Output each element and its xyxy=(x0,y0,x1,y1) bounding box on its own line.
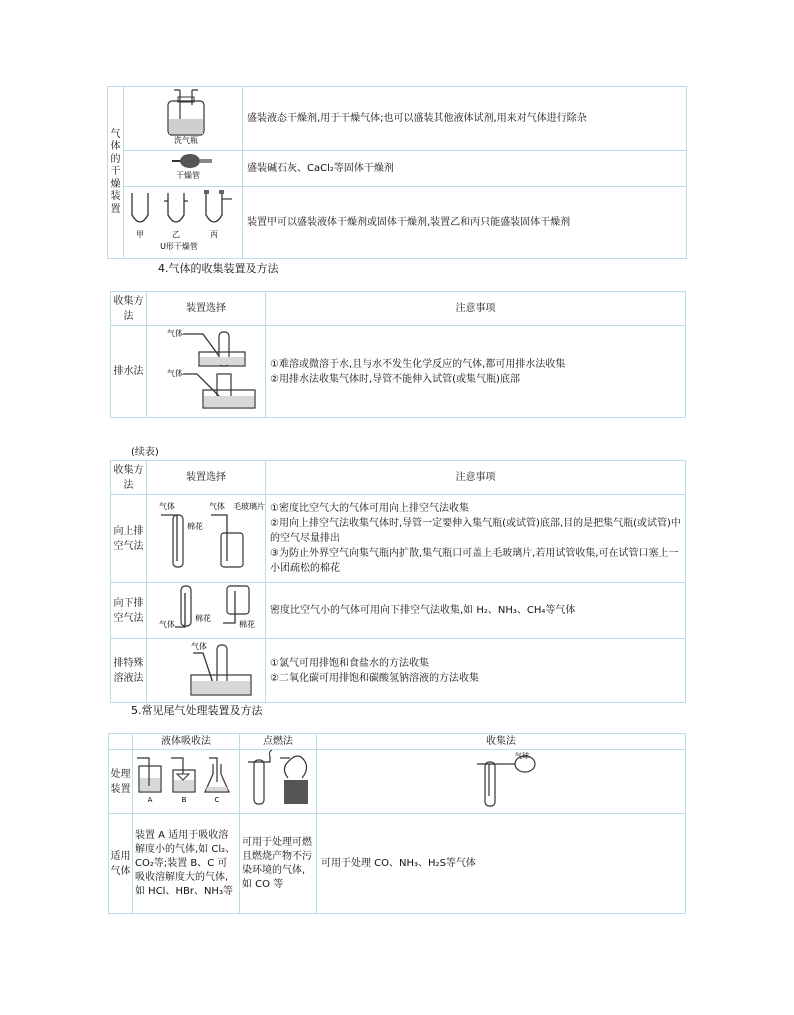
col-header-notes: 注意事项 xyxy=(266,292,686,326)
tail-header-absorb: 液体吸收法 xyxy=(133,734,240,750)
upward-cotton-label: 棉花 xyxy=(187,522,203,531)
tail-gas-table xyxy=(108,733,686,914)
downward-gas-label: 气体 xyxy=(159,620,175,629)
upward-note-1: ①密度比空气大的气体可用向上排空气法收集 xyxy=(270,503,469,514)
collection-table xyxy=(110,291,686,418)
drying-tube-desc: 盛装碱石灰、CaCl₂等固体干燥剂 xyxy=(247,163,394,174)
row-label-applicable: 适用气体 xyxy=(109,814,133,914)
ignite-device-diagram xyxy=(240,750,316,808)
tail-header-ignite: 点燃法 xyxy=(240,734,317,750)
downward-notes-cell xyxy=(266,583,686,639)
continued-table xyxy=(110,460,686,703)
continued-label: (续表) xyxy=(131,447,159,458)
drying-group-label-cell xyxy=(108,87,124,259)
u-tube-caption: U形干燥管 xyxy=(160,242,198,251)
wash-bottle-caption: 洗气瓶 xyxy=(174,136,198,145)
drying-tube-caption: 干燥管 xyxy=(176,171,200,180)
downward-air-diagram xyxy=(147,583,265,633)
collect-applicable: 可用于处理 CO、NH₃、H₂S等气体 xyxy=(317,814,686,914)
special-solution-diagram xyxy=(147,639,265,697)
tail-gas-section-title: 5.常见尾气处理装置及方法 xyxy=(131,704,263,717)
water-gas-label-1: 气体 xyxy=(167,329,183,338)
drying-tube-diagram xyxy=(124,151,242,181)
upward-notes-cell xyxy=(266,495,686,583)
downward-note-1: 密度比空气小的气体可用向下排空气法收集,如 H₂、NH₃、CH₄等气体 xyxy=(270,605,576,616)
absorb-device-cell xyxy=(133,750,240,814)
absorb-label-c: C xyxy=(214,796,220,804)
special-solution-cell xyxy=(147,639,266,703)
u-tube-diagram xyxy=(124,187,242,253)
row-label-device: 处理装置 xyxy=(109,750,133,814)
drying-group-label: 气体的干燥装置 xyxy=(110,128,121,215)
col-header-device: 装置选择 xyxy=(147,292,266,326)
gas-wash-bottle-diagram xyxy=(124,87,242,145)
upward-air-cell xyxy=(147,495,266,583)
water-gas-label-2: 气体 xyxy=(167,369,183,378)
u-tube-cell xyxy=(124,187,243,259)
ignite-device-cell xyxy=(240,750,317,814)
drying-tube-cell xyxy=(124,151,243,187)
upward-gas-label-2: 气体 xyxy=(209,502,225,511)
special-notes-cell xyxy=(266,639,686,703)
downward-air-cell xyxy=(147,583,266,639)
gas-wash-bottle-cell xyxy=(124,87,243,151)
u-tube-label-b: 乙 xyxy=(172,230,180,239)
upward-note-3: ③为防止外界空气向集气瓶内扩散,集气瓶口可盖上毛玻璃片,若用试管收集,可在试管口塞上一小团疏松的棉花 xyxy=(270,548,679,574)
absorb-applicable: 装置 A 适用于吸收溶解度小的气体,如 Cl₂、CO₂等;装置 B、C 可吸收溶解度大的气体,如 HCl、HBr、NH₃等 xyxy=(133,814,240,914)
tail-header-collect: 收集法 xyxy=(317,734,686,750)
collection-section-title: 4.气体的收集装置及方法 xyxy=(158,262,279,275)
water-note-2: ②用排水法收集气体时,导管不能伸入试管(或集气瓶)底部 xyxy=(270,373,520,385)
ignite-applicable: 可用于处理可燃且燃烧产物不污染环境的气体,如 CO 等 xyxy=(240,814,317,914)
tail-header-blank xyxy=(109,734,133,750)
method-downward-air: 向下排空气法 xyxy=(111,583,147,639)
method-water: 排水法 xyxy=(111,326,147,418)
special-note-1: ①氯气可用排饱和食盐水的方法收集 xyxy=(270,657,429,669)
collect-device-cell xyxy=(317,750,686,814)
wash-bottle-desc: 盛装液态干燥剂,用于干燥气体;也可以盛装其他液体试剂,用来对气体进行除杂 xyxy=(247,113,587,124)
u-tube-desc-cell xyxy=(243,187,687,259)
water-notes-cell xyxy=(266,326,686,418)
method-upward-air: 向上排空气法 xyxy=(111,495,147,583)
cont-header-device: 装置选择 xyxy=(147,461,266,495)
drying-tube-desc-cell xyxy=(243,151,687,187)
upward-glass-plate-label: 毛玻璃片 xyxy=(233,502,265,511)
col-header-method: 收集方法 xyxy=(111,292,147,326)
method-special-solution: 排特殊溶液法 xyxy=(111,639,147,703)
absorb-label-a: A xyxy=(147,796,153,804)
cont-header-method: 收集方法 xyxy=(111,461,147,495)
water-displacement-diagram xyxy=(147,326,265,412)
upward-gas-label-1: 气体 xyxy=(159,502,175,511)
drying-table xyxy=(107,86,687,259)
water-displacement-cell xyxy=(147,326,266,418)
absorb-label-b: B xyxy=(181,796,187,804)
collect-device-diagram xyxy=(317,750,685,808)
special-gas-label: 气体 xyxy=(191,642,207,651)
special-note-2: ②二氧化碳可用排饱和碳酸氢钠溶液的方法收集 xyxy=(270,672,479,684)
balloon-label: 气球 xyxy=(515,752,529,760)
water-note-1: ①难溶或微溶于水,且与水不发生化学反应的气体,都可用排水法收集 xyxy=(270,358,566,370)
u-tube-desc: 装置甲可以盛装液体干燥剂或固体干燥剂,装置乙和丙只能盛装固体干燥剂 xyxy=(247,217,571,228)
absorb-device-diagram xyxy=(133,750,239,808)
wash-bottle-desc-cell xyxy=(243,87,687,151)
cont-header-notes: 注意事项 xyxy=(266,461,686,495)
downward-cotton-label-2: 棉花 xyxy=(239,620,255,629)
u-tube-label-a: 甲 xyxy=(136,230,144,239)
u-tube-label-c: 丙 xyxy=(210,230,218,239)
downward-cotton-label-1: 棉花 xyxy=(195,614,211,623)
upward-note-2: ②用向上排空气法收集气体时,导管一定要伸入集气瓶(或试管)底部,目的是把集气瓶(或试管)中的空气尽量排出 xyxy=(270,518,681,544)
upward-air-diagram xyxy=(147,495,265,577)
